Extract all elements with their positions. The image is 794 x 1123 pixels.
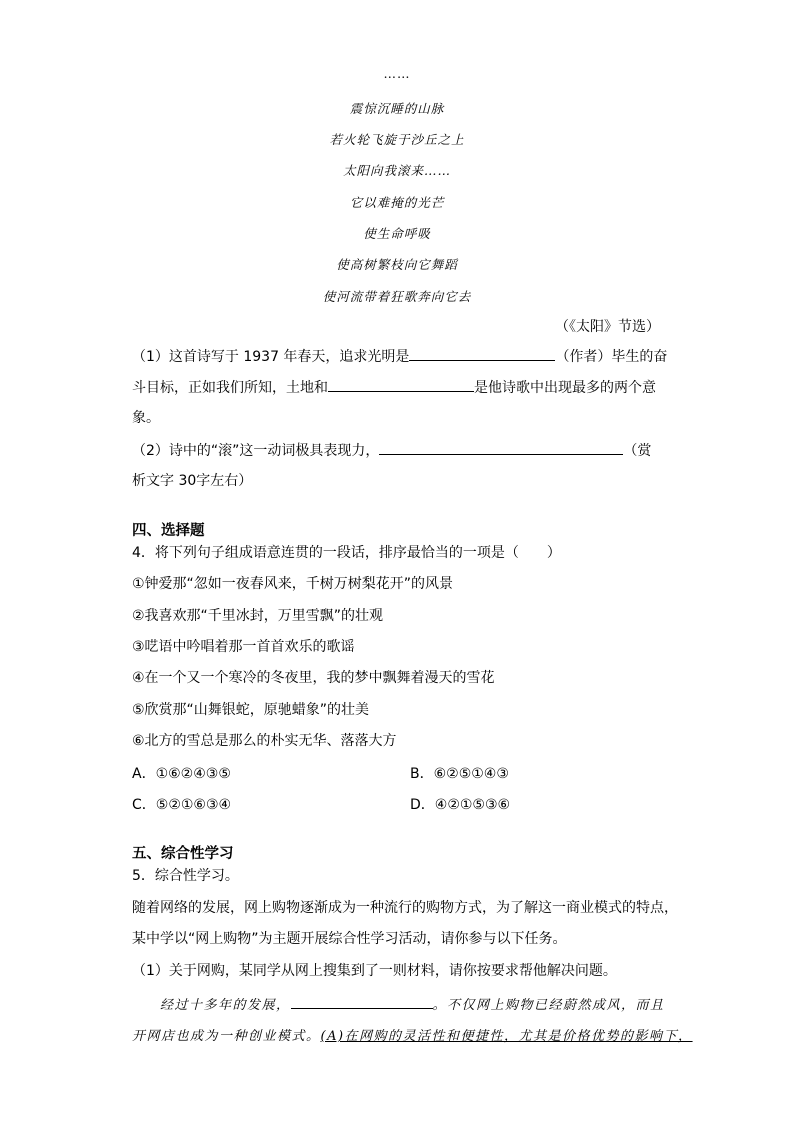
q3-part1-line2 [132,377,656,398]
q3-text: 析文字 30字左右） [132,473,253,489]
poem-line: 太阳向我滚来…… [342,163,451,178]
option-c[interactable]: C．⑤②①⑥③④ [132,797,232,813]
q3-text: （赏 [623,443,652,459]
material-text: 经过十多年的发展， [160,998,291,1013]
question-text: 4．将下列句子组成语意连贯的一段话，排序最恰当的一项是（ ） [132,545,561,561]
option-b[interactable]: B．⑥②⑤①④③ [410,766,509,782]
q3-text: （2）诗中的“滚”这一动词极具表现力， [132,443,380,459]
section-heading: 五、综合性学习 [132,846,234,862]
poem-line: 它以难掩的光芒 [349,195,445,210]
sentence-item: ⑤欣赏那“山舞银蛇，原驰蜡象”的壮美 [132,702,370,718]
q3-text: （作者）毕生的奋 [555,349,668,365]
sentence-item: ③呓语中吟唱着那一首首欢乐的歌谣 [132,639,355,655]
paragraph-text: 随着网络的发展，网上购物逐渐成为一种流行的购物方式，为了解这一商业模式的特点， [132,900,678,916]
poem-line: 使河流带着狂歌奔向它去 [322,289,472,304]
sentence-item: ④在一个又一个寒冷的冬夜里，我的梦中飘舞着漫天的雪花 [132,670,495,686]
q3-text: 象。 [132,410,160,426]
question-text: 5．综合性学习。 [132,868,239,884]
answer-blank[interactable] [291,994,433,1009]
sentence-item: ⑥北方的雪总是那么的朴实无华、落落大方 [132,733,397,749]
sub-question-text: （1）关于网购，某同学从网上搜集到了一则材料，请你按要求帮他解决问题。 [132,963,617,979]
material-text: 。不仅网上购物已经蔚然成风，而且 [432,998,665,1013]
option-a[interactable]: A．①⑥②④③⑤ [132,766,231,782]
poem-ellipsis: …… [383,66,411,81]
poem-line: 若火轮飞旋于沙丘之上 [329,132,465,147]
section-heading: 四、选择题 [132,523,205,539]
poem-line: 使生命呼吸 [363,226,431,241]
material-text: 开网店也成为一种创业模式。 [132,1029,321,1044]
paragraph-text: 某中学以“网上购物”为主题开展综合性学习活动，请你参与以下任务。 [132,931,567,947]
sentence-item: ②我喜欢那“千里冰封，万里雪飘”的壮观 [132,608,384,624]
poem-source: （《太阳》节选） [555,319,660,335]
poem-line: 使高树繁枝向它舞蹈 [336,257,458,272]
q3-part2-line1 [132,440,651,461]
answer-blank[interactable] [328,377,474,392]
q3-text: 是他诗歌中出现最多的两个意 [474,380,656,396]
q3-text: （1）这首诗写于 1937 年春天，追求光明是 [132,349,410,365]
poem-line: 震惊沉睡的山脉 [349,101,445,116]
option-d[interactable]: D．④②①⑤③⑥ [410,797,511,813]
material-line1 [160,994,665,1013]
q3-part1-line1 [132,346,667,367]
material-line2 [132,1025,693,1044]
sentence-item: ①钟爱那“忽如一夜春风来，千树万树梨花开”的风景 [132,576,454,592]
underlined-sentence-a: (A)在网购的灵活性和便捷性，尤其是价格优势的影响下， [320,1029,693,1044]
answer-blank[interactable] [409,346,555,361]
q3-text: 斗目标，正如我们所知，土地和 [132,380,328,396]
answer-blank[interactable] [379,440,623,455]
